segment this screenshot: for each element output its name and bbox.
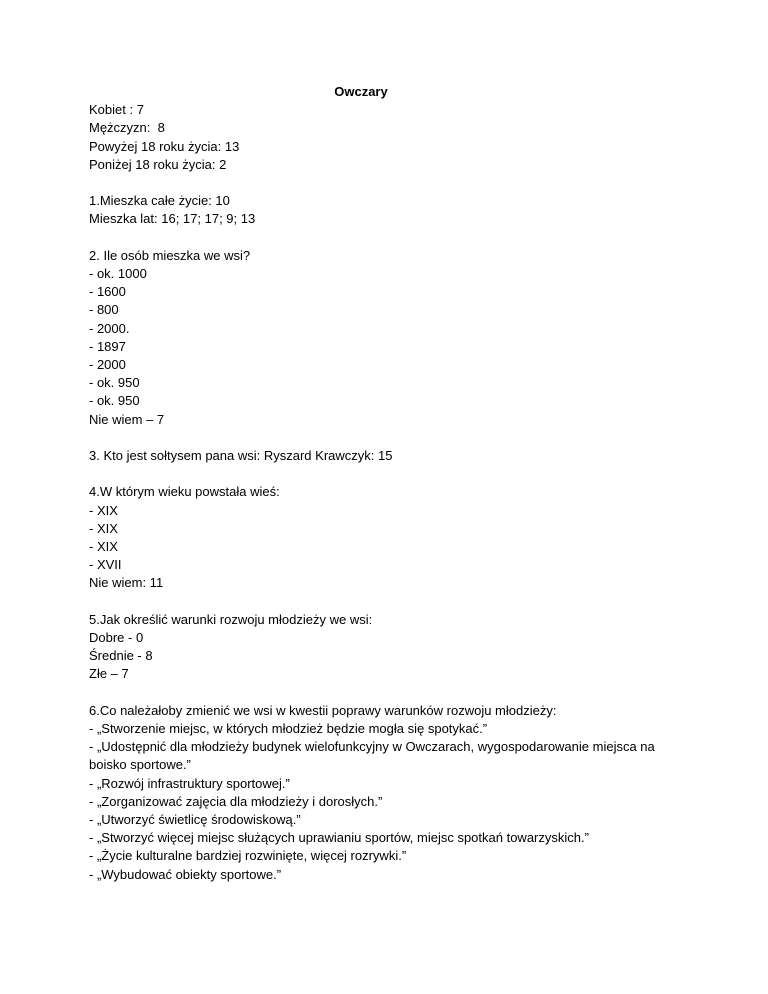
q4-question: 4.W którym wieku powstała wieś: (89, 484, 280, 500)
q4-answer: - XVII (89, 557, 122, 573)
q2-answer: - ok. 1000 (89, 266, 147, 281)
q4-answer: Nie wiem: 11 (89, 575, 164, 591)
q4-answer: - XIX (89, 539, 118, 555)
question-5-block (89, 611, 709, 684)
q6-question: 6.Co należałoby zmienić we wsi w kwestii poprawy warunków rozwoju młodzieży: (89, 702, 557, 718)
document-title: Owczary (334, 84, 388, 99)
q6-answer: - „Rozwój infrastruktury sportowej.” (89, 775, 290, 791)
q5-question: 5.Jak określić warunki rozwoju młodzieży we wsi: (89, 611, 373, 627)
q2-answer: Nie wiem – 7 (89, 411, 165, 427)
spacer (89, 229, 709, 247)
q6-answer: - „Udostępnić dla młodzieży budynek wielofunkcyjny w Owczarach, wygospodarowanie miejsca na boisko sportowe.” (89, 739, 659, 773)
q6-answer: - „Stworzenie miejsc, w których młodzież będzie mogła się spotykać.” (89, 721, 488, 737)
q2-question: 2. Ile osób mieszka we wsi? (89, 247, 251, 263)
q1-years: Mieszka lat: 16; 17; 17; 9; 13 (89, 211, 256, 227)
q3-question: 3. Kto jest sołtysem pana wsi: Ryszard Krawczyk: 15 (89, 448, 393, 464)
q6-answer: - „Utworzyć świetlicę środowiskową.” (89, 812, 301, 828)
stat-over-18: Powyżej 18 roku życia: 13 (89, 138, 240, 154)
q2-answer: - 1897 (89, 338, 126, 354)
question-6-block (89, 702, 709, 884)
q1-lifelong: 1.Mieszka całe życie: 10 (89, 193, 230, 209)
spacer (89, 684, 709, 702)
document-content (89, 83, 709, 884)
spacer (89, 593, 709, 611)
q4-answer: - XIX (89, 520, 118, 536)
q2-answer: - ok. 950 (89, 375, 140, 391)
q5-answer: Średnie - 8 (89, 648, 153, 664)
q6-answer: - „Życie kulturalne bardziej rozwinięte, więcej rozrywki.” (89, 848, 407, 864)
stat-men: Mężczyzn: 8 (89, 120, 165, 136)
q2-answer: - 1600 (89, 284, 126, 300)
spacer (89, 465, 709, 483)
stat-women: Kobiet : 7 (89, 102, 144, 118)
question-1-block (89, 192, 709, 228)
question-3-block (89, 447, 709, 465)
q6-answer: - „Zorganizować zajęcia dla młodzieży i dorosłych.” (89, 793, 383, 809)
q5-answer: Złe – 7 (89, 666, 129, 682)
spacer (89, 429, 709, 447)
q6-answer: - „Wybudować obiekty sportowe.” (89, 866, 282, 882)
question-2-block (89, 247, 709, 429)
stats-block (89, 101, 709, 174)
stat-under-18: Poniżej 18 roku życia: 2 (89, 156, 227, 172)
q2-answer: - 800 (89, 302, 119, 318)
q2-answer: - ok. 950 (89, 393, 140, 409)
question-4-block (89, 483, 709, 592)
q5-answer: Dobre - 0 (89, 630, 144, 646)
q4-answer: - XIX (89, 502, 118, 518)
q2-answer: - 2000. (89, 320, 130, 336)
q6-answer: - „Stworzyć więcej miejsc służących uprawianiu sportów, miejsc spotkań towarzyskich.” (89, 830, 589, 846)
spacer (89, 174, 709, 192)
q2-answer: - 2000 (89, 357, 126, 373)
